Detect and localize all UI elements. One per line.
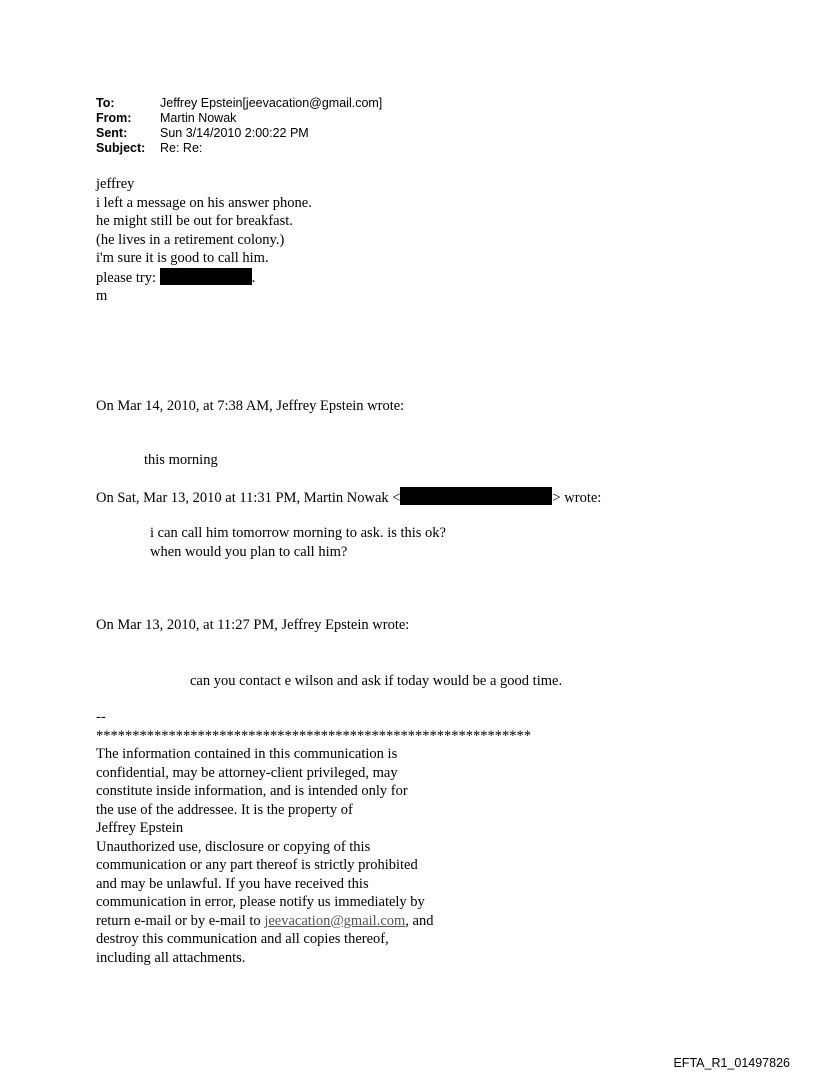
- signature-disclaimer: [96, 708, 531, 967]
- disclaimer-line: constitute inside information, and is intended only for: [96, 783, 408, 799]
- body-line: (he lives in a retirement colony.): [96, 231, 285, 248]
- quote1-text: this morning: [144, 452, 218, 468]
- disclaimer-line: the use of the addressee. It is the property of: [96, 801, 353, 818]
- disclaimer-line: and may be unlawful. If you have received this: [96, 875, 369, 892]
- quote3-attribution: On Mar 13, 2010, at 11:27 PM, Jeffrey Epstein wrote:: [96, 617, 410, 633]
- quote2-line: i can call him tomorrow morning to ask. is this ok?: [150, 525, 446, 541]
- subject-label: Subject:: [96, 141, 146, 155]
- quote1-attribution: On Mar 14, 2010, at 7:38 AM, Jeffrey Epstein wrote:: [96, 398, 405, 414]
- disclaimer-text: , and: [405, 912, 434, 929]
- from-row: [96, 111, 382, 126]
- disclaimer-line: destroy this communication and all copies thereof,: [96, 931, 389, 947]
- subject-value: Re: Re:: [160, 141, 203, 155]
- redaction-box: [160, 268, 252, 285]
- from-value: Martin Nowak: [160, 111, 237, 125]
- quote2-text: [150, 524, 446, 561]
- body-line: he might still be out for breakfast.: [96, 213, 293, 229]
- body-line: i'm sure it is good to call him.: [96, 250, 269, 266]
- disclaimer-line: Jeffrey Epstein: [96, 820, 184, 836]
- quote2-line: when would you plan to call him?: [150, 543, 348, 560]
- disclaimer-line: including all attachments.: [96, 949, 246, 966]
- from-label: From:: [96, 111, 132, 125]
- document-id: EFTA_R1_01497826: [673, 1056, 790, 1070]
- sig-stars: ************************************************************: [96, 727, 531, 744]
- disclaimer-line: Unauthorized use, disclosure or copying of this: [96, 838, 371, 855]
- email-header: [96, 96, 382, 156]
- please-try-text: please try:: [96, 269, 156, 286]
- sent-value: Sun 3/14/2010 2:00:22 PM: [160, 126, 309, 140]
- to-label: To:: [96, 96, 115, 110]
- message-body: [96, 175, 312, 306]
- quote2-attribution-pre: On Sat, Mar 13, 2010 at 11:31 PM, Martin Nowak <: [96, 490, 401, 506]
- body-line-phone: [96, 268, 312, 288]
- disclaimer-line: communication or any part thereof is strictly prohibited: [96, 857, 418, 873]
- sent-row: [96, 126, 382, 141]
- disclaimer-text: return e-mail or by e-mail to: [96, 912, 265, 929]
- body-line: i left a message on his answer phone.: [96, 194, 312, 211]
- period-text: .: [251, 269, 256, 286]
- email-link[interactable]: jeevacation@gmail.com: [264, 912, 406, 929]
- to-value: Jeffrey Epstein[jeevacation@gmail.com]: [160, 96, 383, 110]
- quote2-attribution: [96, 487, 601, 508]
- disclaimer-line-email: [96, 912, 531, 931]
- disclaimer-line: communication in error, please notify us immediately by: [96, 894, 425, 910]
- body-signoff: m: [96, 288, 108, 304]
- sent-label: Sent:: [96, 126, 128, 140]
- redaction-box: [400, 487, 552, 505]
- disclaimer-line: The information contained in this communication is: [96, 746, 398, 762]
- body-line: jeffrey: [96, 176, 135, 192]
- to-row: [96, 96, 382, 111]
- quote3-text: can you contact e wilson and ask if today would be a good time.: [190, 673, 563, 689]
- disclaimer-line: confidential, may be attorney-client privileged, may: [96, 764, 398, 781]
- quote2-attribution-post: > wrote:: [552, 490, 602, 506]
- subject-row: [96, 141, 382, 156]
- sig-dashes: --: [96, 709, 106, 725]
